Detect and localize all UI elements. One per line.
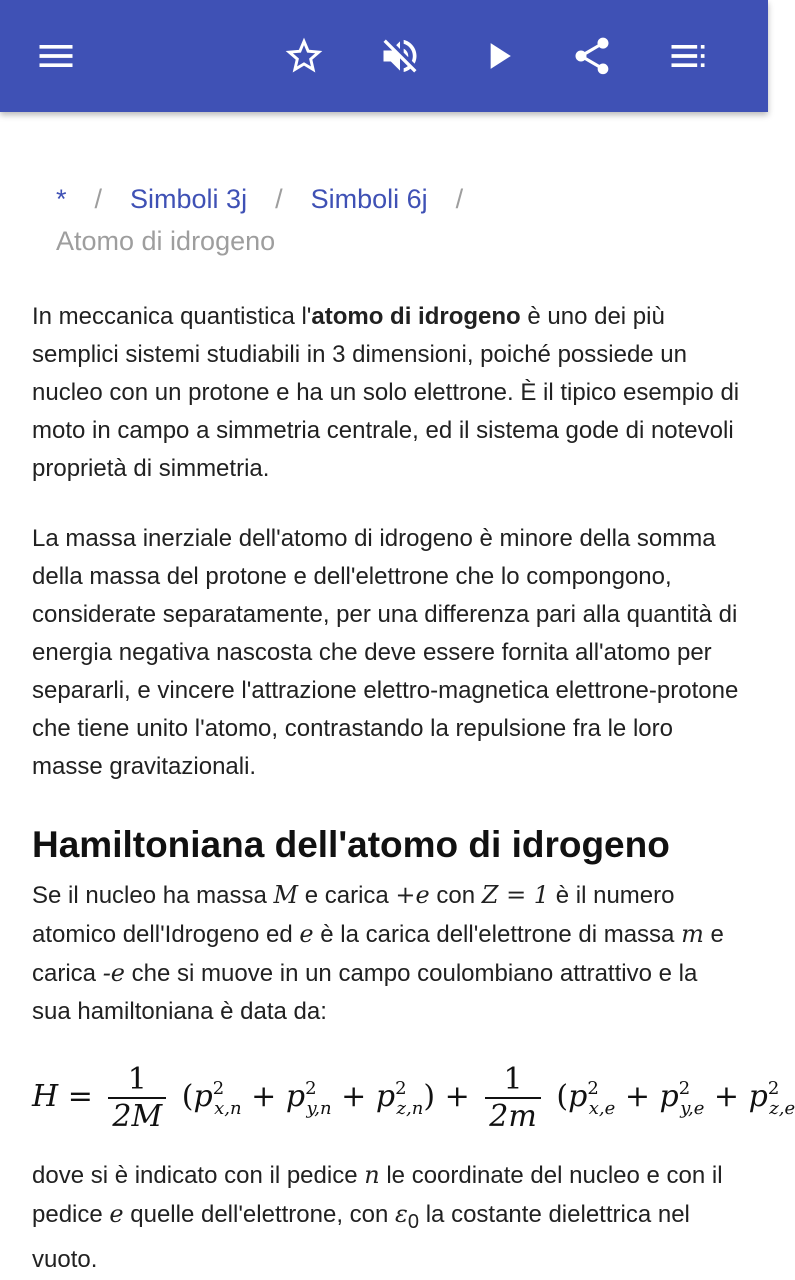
text-span: le coordinate del nucleo e con il pedice — [32, 1162, 723, 1228]
paren-close: ) — [423, 1079, 436, 1114]
play-button[interactable] — [470, 28, 526, 84]
subscript: 0 — [407, 1210, 420, 1233]
math-symbol: Z = 1 — [481, 881, 550, 909]
article-content — [0, 112, 795, 1280]
text-span: dove si è indicato con il pedice — [32, 1162, 365, 1189]
text-span: quelle dell'elettrone, con — [123, 1201, 396, 1228]
momentum-symbol: p — [659, 1079, 679, 1114]
breadcrumb-current: Atomo di idrogeno — [56, 226, 276, 256]
math-symbol: ε — [395, 1200, 408, 1228]
paragraph-mass: La massa inerziale dell'atomo di idrogeno è minore della somma della massa del protone e dell'elettrone che lo compongono, considerate separatamente, per una differenza pari alla quantità di energia negativa nascosta che deve essere fornita all'atomo per separarli, e vincere l'attrazione elettro-magnetica elettrone-protone che tiene unito l'atomo, contrastando la repulsione fra le loro masse gravitazionali. — [32, 525, 739, 780]
text-span: In meccanica quantistica l' — [32, 303, 312, 330]
contents-button[interactable] — [660, 28, 716, 84]
exponent: 2 — [587, 1078, 599, 1099]
paren-open: ( — [181, 1079, 194, 1114]
breadcrumb-item-simboli-6j[interactable]: Simboli 6j — [310, 184, 428, 214]
section-heading: Hamiltoniana dell'atomo di idrogeno — [32, 824, 670, 865]
playlist-icon — [666, 34, 710, 78]
play-icon — [476, 34, 520, 78]
math-symbol: e — [299, 920, 314, 948]
favorite-button[interactable] — [276, 28, 332, 84]
text-span: con — [429, 882, 482, 909]
breadcrumb — [56, 178, 746, 262]
fraction-nucleus — [108, 1062, 166, 1134]
momentum-symbol: p — [285, 1079, 306, 1114]
subscript: x,n — [214, 1098, 242, 1119]
exponent: 2 — [678, 1078, 691, 1099]
subscript: z,e — [769, 1098, 795, 1119]
paragraph-intro — [32, 298, 742, 488]
momentum-symbol: p — [375, 1079, 396, 1114]
subscript: y,n — [306, 1098, 332, 1119]
formula-equals: = — [67, 1079, 93, 1114]
fraction-electron — [485, 1062, 541, 1134]
bold-term: atomo di idrogeno — [311, 303, 521, 330]
breadcrumb-item-home[interactable]: * — [56, 184, 67, 214]
subscript: x,e — [588, 1098, 616, 1119]
formula-plus: + — [444, 1079, 470, 1114]
subscript: z,n — [396, 1098, 424, 1119]
breadcrumb-separator: / — [275, 184, 283, 214]
text-span: è la carica dell'elettrone di massa — [313, 921, 682, 948]
menu-button[interactable] — [28, 28, 84, 84]
fraction-denominator: 2M — [112, 1099, 163, 1134]
volume-off-icon — [378, 34, 422, 78]
math-symbol: +e — [395, 881, 430, 909]
fraction-numerator: 1 — [108, 1062, 166, 1099]
text-span: e carica — [32, 921, 724, 987]
text-span: è il numero atomico dell'Idrogeno ed — [32, 882, 675, 948]
text-span: è uno dei più semplici sistemi studiabili in 3 dimensioni, poiché possiede un nucleo con un protone e ha un solo elettrone. È il tipico esempio di moto in campo a simmetria centrale, ed il sistema gode di notevoli proprietà di simmetria. — [32, 303, 740, 482]
momentum-symbol: p — [748, 1079, 768, 1114]
breadcrumb-separator: / — [94, 184, 103, 214]
breadcrumb-item-simboli-3j[interactable]: Simboli 3j — [130, 184, 248, 214]
paragraph-hamiltonian — [32, 876, 742, 1031]
momentum-symbol: p — [568, 1079, 588, 1114]
text-span: la costante dielettrica nel vuoto. — [32, 1201, 690, 1273]
formula-plus: + — [624, 1079, 650, 1114]
subscript: y,e — [680, 1098, 705, 1119]
momentum-symbol: p — [193, 1079, 213, 1114]
app-bar — [0, 0, 768, 112]
menu-icon — [34, 34, 78, 78]
share-icon — [570, 34, 614, 78]
math-symbol: n — [364, 1161, 380, 1189]
mute-button[interactable] — [372, 28, 428, 84]
exponent: 2 — [212, 1078, 225, 1099]
math-symbol: e — [109, 1200, 124, 1228]
fraction-numerator: 1 — [485, 1062, 541, 1099]
text-span: che si muove in un campo coulombiano attrattivo e la sua hamiltoniana è data da: — [32, 960, 698, 1025]
text-span: Se il nucleo ha massa — [32, 882, 274, 909]
math-symbol: m — [681, 920, 704, 948]
exponent: 2 — [305, 1078, 317, 1099]
formula-H: H — [32, 1079, 59, 1114]
formula-plus: + — [251, 1079, 277, 1114]
share-button[interactable] — [564, 28, 620, 84]
star-icon — [282, 34, 326, 78]
exponent: 2 — [395, 1078, 407, 1099]
paren-open: ( — [556, 1079, 569, 1114]
breadcrumb-separator: / — [455, 184, 464, 214]
math-symbol: -e — [102, 959, 125, 987]
text-span: e carica — [298, 882, 396, 909]
formula-plus: + — [341, 1079, 367, 1114]
formula-plus: + — [713, 1079, 740, 1114]
fraction-denominator: 2m — [489, 1099, 537, 1134]
exponent: 2 — [767, 1078, 780, 1099]
math-symbol: M — [273, 881, 299, 909]
paragraph-notation — [32, 1156, 742, 1279]
hamiltonian-formula — [32, 1062, 795, 1152]
